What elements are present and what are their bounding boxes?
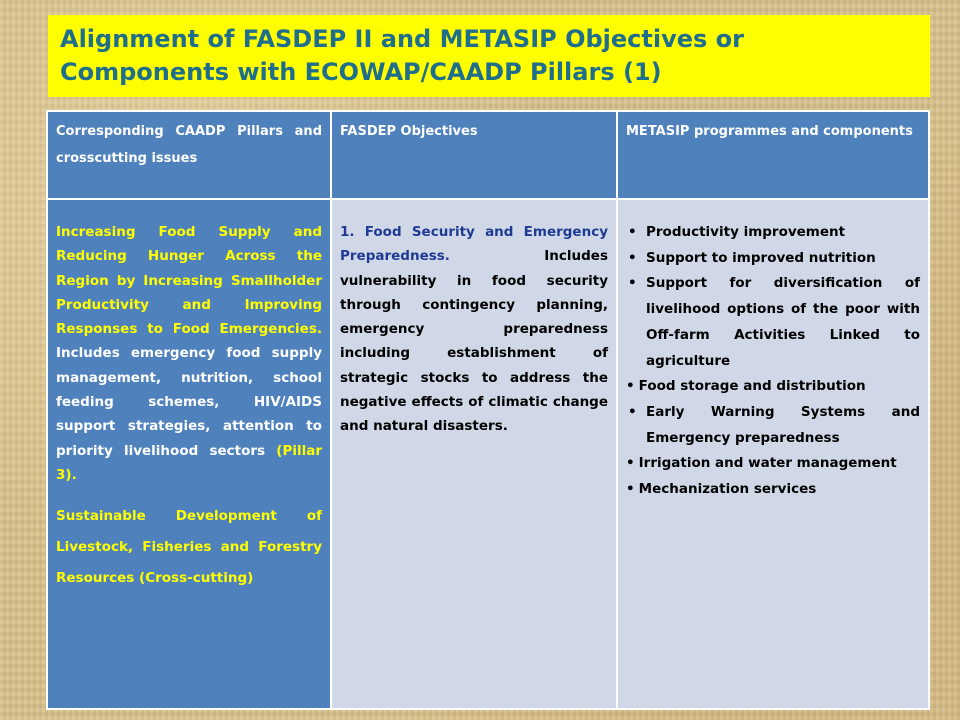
header-fasdep-objectives: FASDEP Objectives — [332, 112, 616, 198]
fasdep-objective-text — [340, 220, 608, 439]
pillar-3-title: Increasing Food Supply and Reducing Hunger Across the Region by Increasing Smallholder Productivity and Improving Responses to Food Emergencies. — [56, 224, 322, 338]
bullet-icon: • — [628, 224, 637, 240]
table-header-row — [48, 112, 928, 198]
list-item: • Early Warning Systems and Emergency preparedness — [626, 400, 920, 451]
bullet-icon: • — [628, 249, 637, 266]
list-item: • Support for diversification of livelihood options of the poor with Off-farm Activities Linked to agriculture — [626, 271, 920, 374]
alignment-table — [46, 110, 930, 710]
bullet-icon: • — [628, 403, 637, 420]
pillar-3-description — [56, 220, 322, 487]
header-metasip-programmes: METASIP programmes and components — [618, 112, 928, 198]
fasdep-objective-title: 1. Food Security and Emergency Preparedness. — [340, 224, 608, 265]
metasip-component-list — [626, 220, 920, 503]
fasdep-objective-cell — [332, 200, 616, 708]
pillar-3-tag: (Pillar 3). — [56, 442, 322, 483]
bullet-icon: • — [626, 455, 635, 472]
list-item: • Support to improved nutrition — [626, 246, 920, 272]
list-item: • Mechanization services — [626, 481, 817, 498]
pillar-3-includes: Includes emergency food supply management, nutrition, school feeding schemes, HIV/AIDS support strategies, attention to priority livelihood sectors — [56, 345, 322, 459]
list-item: • Food storage and distribution — [626, 378, 866, 395]
metasip-components-cell — [618, 200, 928, 708]
crosscutting-description: Sustainable Development of Livestock, Fisheries and Forestry Resources (Cross-cutting) — [56, 508, 322, 587]
fasdep-objective-description: Includes vulnerability in food security through contingency planning, emergency preparedness including establishment of strategic stocks to address the negative effects of climatic change and natural disasters. — [340, 248, 608, 435]
bullet-icon: • — [626, 481, 635, 498]
header-caadp-pillars: Corresponding CAADP Pillars and crosscutting issues — [48, 112, 330, 198]
caadp-pillar-cell — [48, 200, 330, 708]
slide-title-banner — [48, 15, 930, 97]
list-item: • Productivity improvement — [626, 220, 920, 246]
slide-title: Alignment of FASDEP II and METASIP Objectives or Components with ECOWAP/CAADP Pillars (1) — [60, 25, 744, 86]
list-item: • Irrigation and water management — [626, 455, 897, 472]
bullet-icon: • — [628, 275, 637, 292]
table-row — [48, 200, 928, 708]
bullet-icon: • — [626, 378, 635, 395]
